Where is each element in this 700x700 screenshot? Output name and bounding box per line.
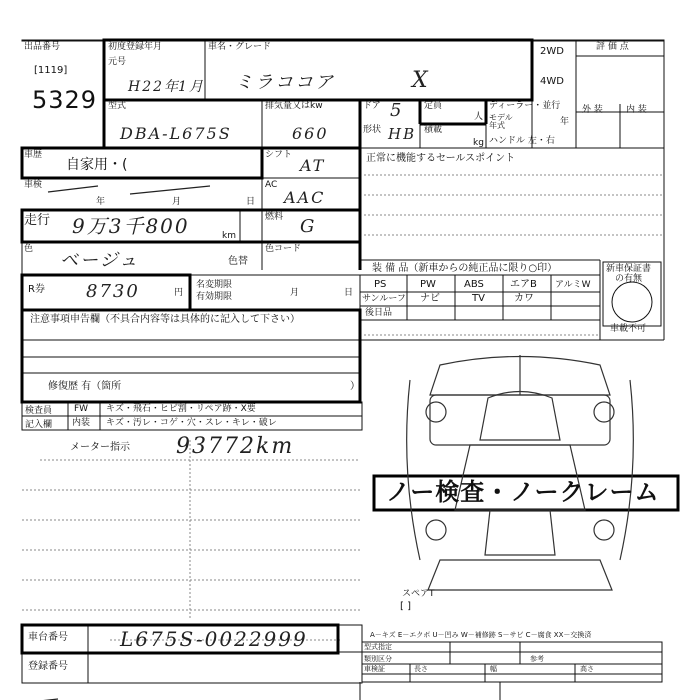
equip-alloy: アルミW [555,280,591,290]
repair-end: ） [350,381,360,392]
shape-label: 形状 [363,125,382,135]
mileage-unit: km [222,231,236,241]
color-value: ベージュ [60,250,140,271]
repaint-label: 色替 [228,256,248,267]
registration-month: 月 [290,288,300,298]
inspection-month: 月 [172,197,182,207]
usage-value: 自家用・( [66,157,128,173]
dims-shaken: 車検証 [364,665,385,673]
spare-label: スペアT [402,589,435,599]
handle-label: ハンドル 左・右 [489,136,555,146]
load-unit: kg [473,138,484,148]
grade-label: 評 価 点 [596,42,629,52]
inspector-interior: 内装 [72,418,91,428]
capacity-label: 定員 [424,101,443,111]
ac-label: AC [265,180,278,190]
car-name-value: ミラココア [235,72,335,93]
plate-label: 登録番号 [28,661,68,672]
dims-width: 幅 [490,665,497,673]
equip-ps: PS [374,279,387,290]
equip-airbag: エアB [510,279,537,290]
car-diagram [407,355,634,590]
first-reg-era: 元号 [108,57,127,67]
fuel-label: 燃料 [265,212,284,222]
equip-sunroof: サンルーフ [362,294,406,304]
doors-value: 5 [390,100,404,121]
mileage-value: 9万3千800 [72,214,190,238]
car-grade-value: X [412,68,430,93]
model-value: DBA-L675S [120,124,232,143]
color-label: 色 [24,244,34,254]
equip-abs: ABS [464,279,484,290]
inspector-fw-items: キズ・飛石・ヒビ割・リペア跡・X要 [106,404,256,414]
model-label: 型式 [108,101,127,111]
drive-4wd: 4WD [540,76,564,87]
equip-tv: TV [472,293,485,304]
recycle-value: 8730 [86,281,140,302]
warranty-note: 車載不可 [610,324,647,334]
capacity-unit: 人 [474,112,484,122]
no-claim-stamp: ノー検査・ノークレーム [386,478,660,506]
equip-leather: カワ [514,293,534,304]
repair-label: 修復歴 有（箇所 [48,381,122,392]
interior-label: 内 装 [626,105,647,115]
equip-navi: ナビ [420,293,440,304]
first-reg-year: H22年 [128,79,181,95]
drive-2wd: 2WD [540,46,564,57]
equip-pw: PW [420,279,436,290]
inspector-label: 検査員 記入欄 [25,406,53,430]
selling-points-label: 正常に機能するセールスポイント [366,153,516,164]
exterior-label: 外 装 [582,105,603,115]
lot-label: 出品番号 [24,42,61,52]
reference-label: 参考 [530,655,544,663]
displacement-value: 660 [292,124,329,143]
inspector-fw: FW [74,404,89,414]
shape-value: HB [388,125,417,143]
equipment-title: 装 備 品（新車からの純正品に限り○印） [372,263,558,274]
mileage-label: 走行 [24,213,51,228]
lot-session: [1119] [34,65,68,76]
dealer-label: ディーラー・並行 [489,101,561,111]
load-label: 積載 [424,125,443,135]
inspection-label: 車検 [24,180,43,190]
shift-value: AT [300,156,326,175]
meter-value: 93772km [176,434,295,459]
recycle-unit: 円 [174,288,184,298]
lot-number: 5329 [32,86,98,114]
model-year-unit: 年 [560,117,570,127]
model-year-label: モデル 年式 [489,113,513,130]
displacement-label: 排気量又はkw [265,101,323,111]
first-reg-label: 初度登録年月 [108,42,163,52]
first-reg-month: 1月 [178,79,205,95]
doors-label: ドア [363,101,381,111]
inspection-day: 日 [246,197,256,207]
chassis-value: L675S-0022999 [120,627,308,651]
model-designation-label: 型式指定 [364,643,392,651]
inspector-interior-items: キズ・汚レ・コゲ・穴・スレ・キレ・破レ [106,418,277,428]
shift-label: シフト [265,150,293,160]
dims-height: 高さ [580,665,594,673]
usage-label: 車歴 [24,150,43,160]
spare-bracket: [ ] [400,601,411,612]
inspection-year: 年 [96,197,106,207]
ac-value: AAC [284,188,326,207]
registration-day: 日 [344,288,354,298]
color-code-label: 色コード [265,244,302,254]
fuel-value: G [300,216,317,237]
notes-label: 注意事項申告欄（不具合内容等は具体的に記入して下さい） [30,314,300,325]
damage-legend: A－キズ E－エクボ U－凹み W－補修跡 S－サビ C－腐食 XX－交換済 [370,631,592,639]
warranty-title: 新車保証書 の有無 [606,264,652,284]
chassis-label: 車台番号 [28,632,68,643]
class-label: 類別区分 [364,655,392,663]
recycle-label: R券 [28,284,45,295]
dims-length: 長さ [414,665,428,673]
retrofit-label: 後日品 [365,308,393,318]
registration-label: 名変期限 有効期限 [196,280,233,302]
car-name-label: 車名・グレード [208,42,272,52]
meter-label: メーター指示 [70,442,130,453]
